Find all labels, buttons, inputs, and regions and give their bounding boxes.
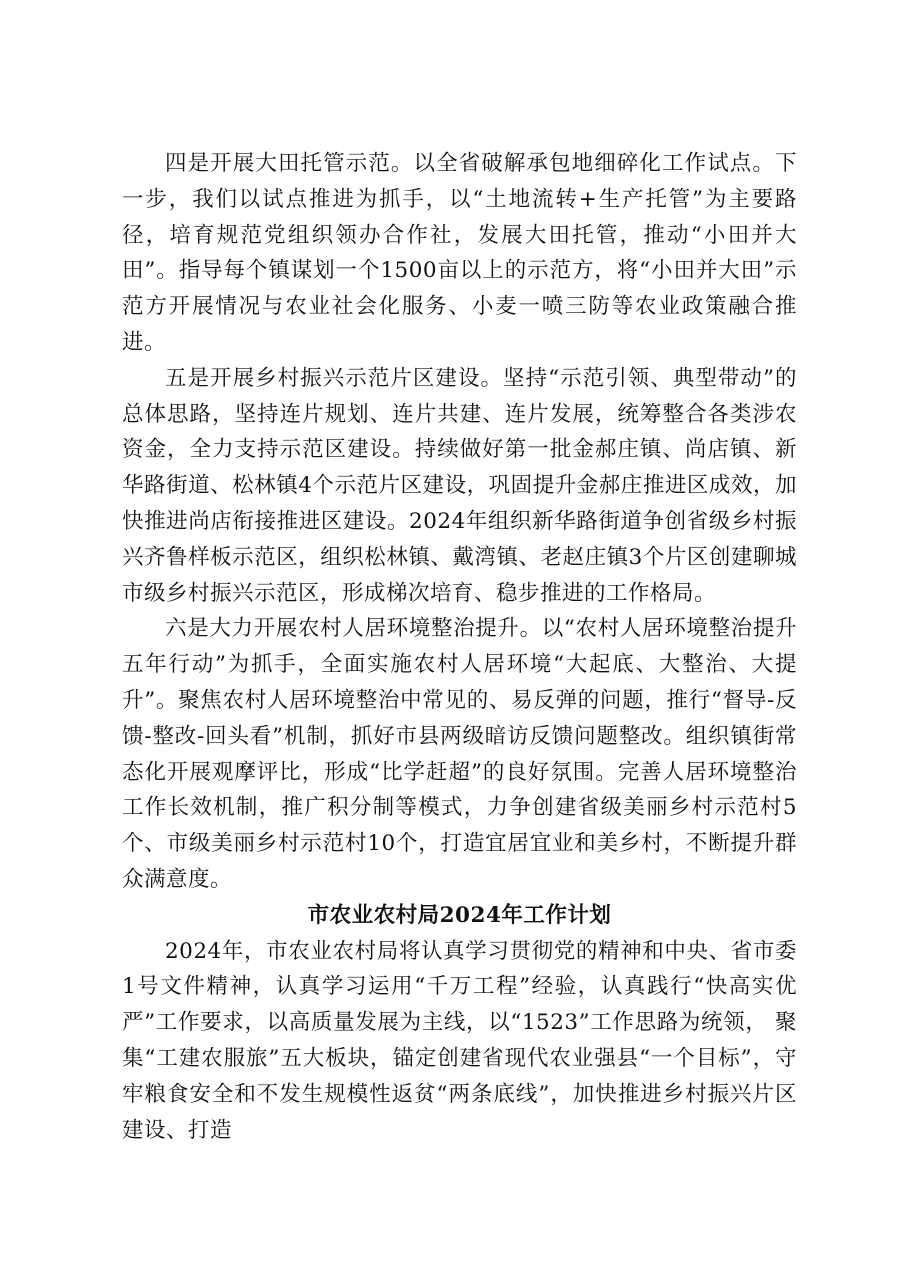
paragraph-living-environment: 六是大力开展农村人居环境整治提升。以“农村人居环境整治提升五年行动”为抓手，全面实施农村人居环境“大起底、大整治、大提升”。聚焦农村人居环境整治中常见的、易反弹的问题，推行“督导-反馈-整改-回头看”机制，抓好市县两级暗访反馈问题整改。组织镇街常态化开展观摩评比，形成“比学赶超”的良好氛围。完善人居环境整治工作长效机制，推广积分制等模式，力争创建省级美丽乡村示范村5个、市级美丽乡村示范村10个，打造宜居宜业和美乡村，不断提升群众满意度。	[122, 616, 797, 892]
document-body	[122, 146, 797, 1148]
paragraph-2024-plan-intro: 2024年，市农业农村局将认真学习贯彻党的精神和中央、省市委1号文件精神，认真学习运用“千万工程”经验，认真践行“快高实优严”工作要求，以高质量发展为主线，以“1523”工作思路为统领， 聚集“工建农服旅”五大板块，锚定创建省现代农业强县“一个目标”，守牢粮食安全和不发生规模性返贫“两条底线”，加快推进乡村振兴片区建设、打造	[122, 938, 797, 1143]
paragraph-rural-revitalization-zones: 五是开展乡村振兴示范片区建设。坚持“示范引领、典型带动”的总体思路，坚持连片规划、连片共建、连片发展，统筹整合各类涉农资金，全力支持示范区建设。持续做好第一批金郝庄镇、尚店镇、新华路街道、松林镇4个示范片区建设，巩固提升金郝庄推进区成效，加快推进尚店衔接推进区建设。2024年组织新华路街道争创省级乡村振兴齐鲁样板示范区，组织松林镇、戴湾镇、老赵庄镇3个片区创建聊城市级乡村振兴示范区，形成梯次培育、稳步推进的工作格局。	[122, 365, 797, 606]
section-heading: 市农业农村局2024年工作计划	[307, 902, 612, 928]
paragraph-trusteeship-demo: 四是开展大田托管示范。以全省破解承包地细碎化工作试点。下一步，我们以试点推进为抓手，以“土地流转+生产托管”为主要路径，培育规范党组织领办合作社，发展大田托管，推动“小田并大田”。指导每个镇谋划一个1500亩以上的示范方，将“小田并大田”示范方开展情况与农业社会化服务、小麦一喷三防等农业政策融合推进。	[122, 151, 797, 355]
